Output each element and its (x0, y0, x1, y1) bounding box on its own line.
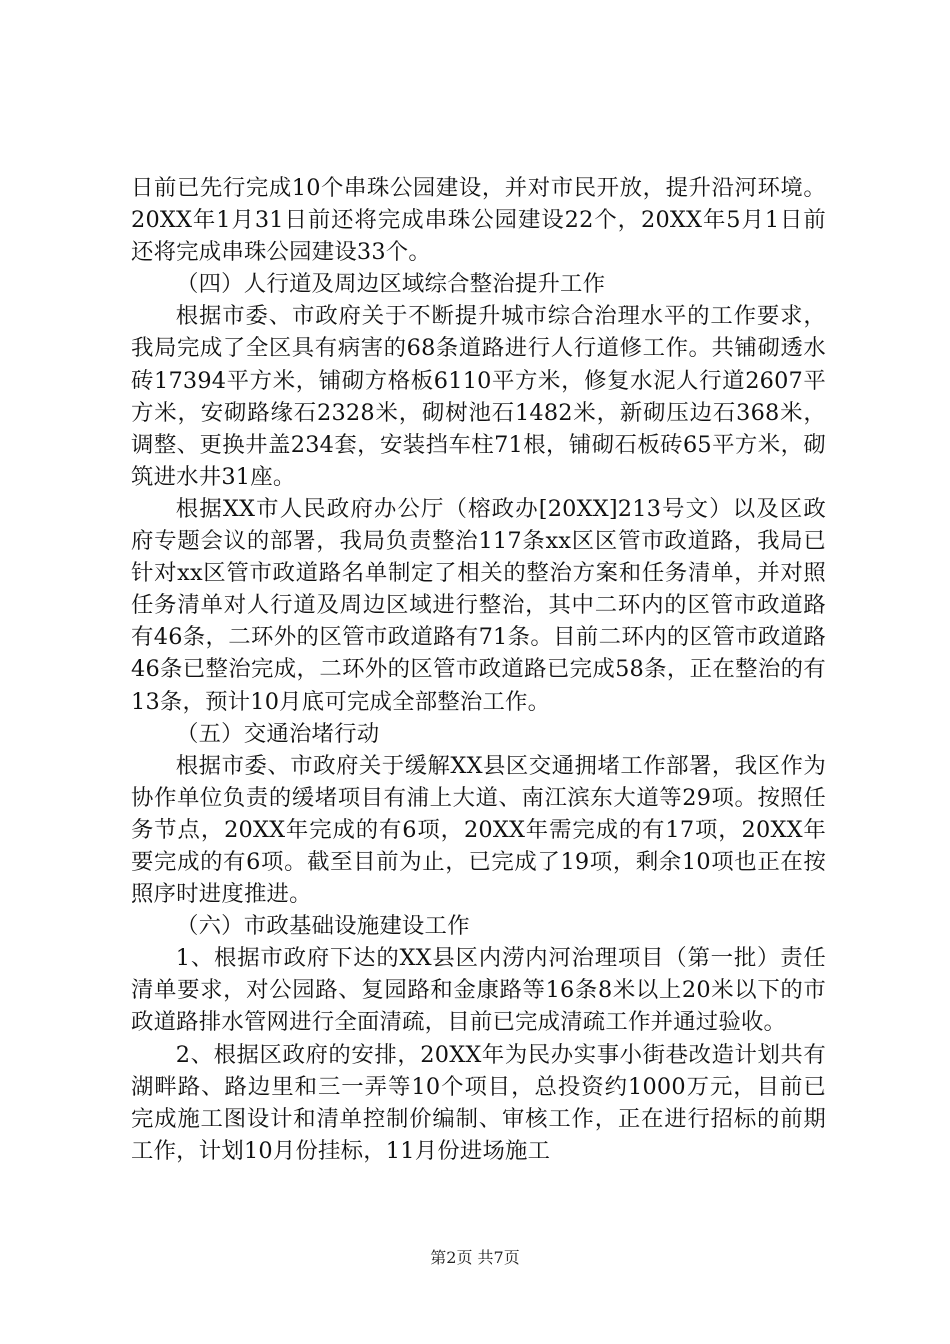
section-heading-5: （五）交通治堵行动 (176, 720, 380, 747)
section-heading-6: （六）市政基础设施建设工作 (176, 913, 470, 940)
section-heading-4: （四）人行道及周边区域综合整治提升工作 (176, 271, 606, 298)
paragraph-sidewalk-repair: 根据市委、市政府关于不断提升城市综合治理水平的工作要求，我局完成了全区具有病害的68条道路进行人行道修工作。共铺砌透水砖17394平方米，铺砌方格板6110平方米，修复水泥人行道2607平方米，安砌路缘石2328米，砌树池石1482米，新砌压边石368米，调整、更换井盖234套，安装挡车柱71根，铺砌石板砖65平方米，砌筑进水井31座。 (131, 303, 826, 490)
paragraph-drainage: 1、根据市政府下达的XX县区内涝内河治理项目（第一批）责任清单要求，对公园路、复园路和金康路等16条8米以上20米以下的市政道路排水管网进行全面清疏，目前已完成清疏工作并通过验收。 (131, 945, 826, 1036)
paragraph-continuation: 日前已先行完成10个串珠公园建设，并对市民开放，提升沿河环境。20XX年1月31日前还将完成串珠公园建设22个，20XX年5月1日前还将完成串珠公园建设33个。 (131, 175, 826, 266)
paragraph-road-renovation: 根据XX市人民政府办公厅（榕政办[20XX]213号文）以及区政府专题会议的部署，我局负责整治117条xx区区管市政道路，我局已针对xx区管市政道路名单制定了相关的整治方案和任务清单，并对照任务清单对人行道及周边区域进行整治，其中二环内的区管市政道路有46条，二环外的区管市政道路有71条。目前二环内的区管市政道路46条已整治完成，二环外的区管市政道路已完成58条，正在整治的有13条，预计10月底可完成全部整治工作。 (131, 495, 826, 715)
paragraph-traffic: 根据市委、市政府关于缓解XX县区交通拥堵工作部署，我区作为协作单位负责的缓堵项目有浦上大道、南江滨东大道等29项。按照任务节点，20XX年完成的有6项，20XX年需完成的有17项，20XX年要完成的有6项。截至目前为止，已完成了19项，剩余10项也正在按照序时进度推进。 (131, 752, 826, 908)
paragraph-alley-renovation: 2、根据区政府的安排，20XX年为民办实事小街巷改造计划共有湖畔路、路边里和三一弄等10个项目，总投资约1000万元，目前已完成施工图设计和清单控制价编制、审核工作，正在进行招标的前期工作，计划10月份挂标，11月份进场施工 (131, 1041, 826, 1164)
page-number-footer: 第2页 共7页 (430, 1248, 520, 1267)
document-body (131, 172, 826, 1167)
